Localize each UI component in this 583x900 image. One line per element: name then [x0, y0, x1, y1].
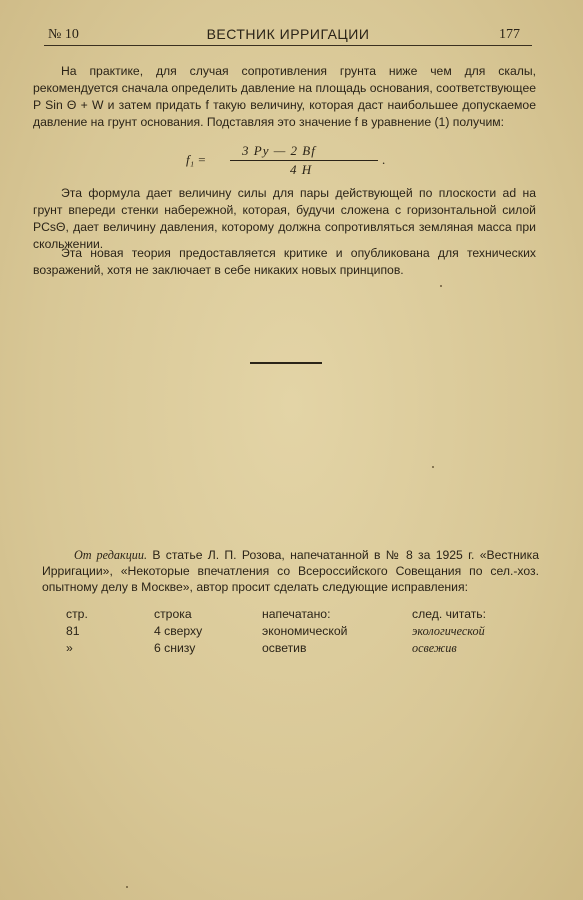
table-row: [42, 641, 522, 658]
formula: [186, 143, 396, 179]
page-number: 177: [499, 27, 520, 42]
header-line: строка: [154, 607, 192, 621]
paragraph-3: Эта новая теория предоставляется критике и опубликована для технических возражений, хотя не заключает в себе никаких новых принципов.: [33, 246, 536, 277]
cell-line: 6 снизу: [154, 641, 196, 655]
cell-read: экологической: [412, 624, 485, 638]
cell-page: »: [66, 641, 73, 655]
editorial-lead: От редакции.: [74, 548, 148, 562]
formula-denominator: 4 H: [290, 162, 313, 177]
editorial-note: [42, 547, 539, 595]
paper-speck: [440, 285, 442, 287]
header-page: стр.: [66, 607, 88, 621]
cell-read: освежив: [412, 641, 457, 655]
paper-speck: [432, 466, 434, 468]
paragraph-1: На практике, для случая сопротивления грунта ниже чем для скалы, рекомендуется сначала определить давление на площадь основания, соответствующее P Sin Θ + W и затем придать f такую величину, которая даст наибольшее допускаемое давление на грунт основания. Подставляя это значение f в уравнение (1) получим:: [33, 64, 536, 129]
formula-lhs: f₁ =: [186, 152, 207, 167]
cell-line: 4 сверху: [154, 624, 203, 638]
header-printed: напечатано:: [262, 607, 331, 621]
paper-speck: [126, 886, 128, 888]
cell-printed: осветив: [262, 641, 307, 655]
cell-page: 81: [66, 624, 80, 638]
section-divider: [250, 362, 322, 364]
table-row: [42, 624, 522, 641]
journal-title: ВЕСТНИК ИРРИГАЦИИ: [206, 26, 370, 42]
fraction-bar: [230, 160, 378, 161]
table-header-row: [42, 607, 522, 624]
running-header: [44, 25, 532, 46]
corrections-table: [42, 607, 522, 658]
issue-number: № 10: [48, 27, 79, 42]
header-read: след. читать:: [412, 607, 487, 621]
formula-numerator: 3 Py — 2 Bf: [242, 143, 316, 158]
editorial-text: В статье Л. П. Розова, напечатанной в № 8 за 1925 г. «Вестника Ирригации», «Некоторые впечатления со Всероссийского Совещания по сел.-хоз. опытному делу в Москве», автор просит сделать следующие исправления:: [42, 548, 539, 594]
formula-end: .: [382, 152, 386, 167]
paragraph-2: Эта формула дает величину силы для пары действующей по плоскости ad на грунт впереди стенки набережной, которая, будучи сложена с горизонтальной силой PCsΘ, дает величину давления, которому должна сопротивляться земляная масса при скольжении.: [33, 186, 536, 251]
cell-printed: экономической: [262, 624, 348, 638]
